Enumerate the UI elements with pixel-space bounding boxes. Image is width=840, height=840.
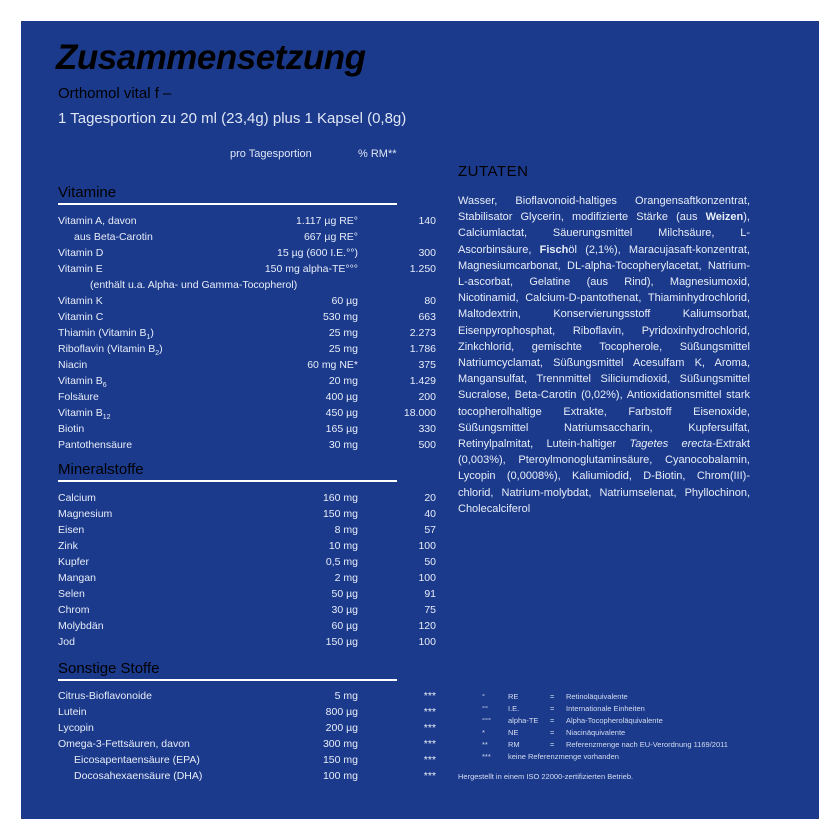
table-row: Niacin 60 mg NE* 375 [58,359,436,371]
table-row: Eicosapentaensäure (EPA) 150 mg *** [74,754,436,766]
table-row: Calcium 160 mg 20 [58,492,436,504]
footer-note: Hergestellt in einem ISO 22000-zertifizierten Betrieb. [458,772,634,781]
legend-row: °°° alpha-TE = Alpha-Tocopheroläquivalente [482,716,663,725]
table-row: Kupfer 0,5 mg 50 [58,556,436,568]
section-divider [58,203,397,205]
table-row: Lutein 800 µg *** [58,706,436,718]
table-row: Zink 10 mg 100 [58,540,436,552]
section-sonstige-stoffe [58,660,397,677]
table-row: Biotin 165 µg 330 [58,423,436,435]
column-header-rm: % RM** [358,148,397,160]
section-heading: Sonstige Stoffe [58,660,160,677]
section-mineralstoffe [58,461,397,478]
table-row: Lycopin 200 µg *** [58,722,436,734]
section-heading: Vitamine [58,184,117,201]
legend-row: ° RE = Retinoläquivalente [482,692,628,701]
legend-row: * NE = Niacinäquivalente [482,728,626,737]
page-title: Zusammensetzung [56,38,366,77]
table-row: Citrus-Bioflavonoide 5 mg *** [58,690,436,702]
table-row: Vitamin A, davon 1.117 µg RE° 140 [58,215,436,227]
section-divider [58,679,397,681]
vitamin-e-note: (enthält u.a. Alpha- und Gamma-Tocopherol) [90,279,298,291]
table-row: Vitamin $B_{12}$ 450 µg 18.000 [58,407,436,422]
table-row: Thiamin (Vitamin $B_1$) 25 mg 2.273 [58,327,436,342]
table-row: Folsäure 400 µg 200 [58,391,436,403]
legend-row: ** RM = Referenzmenge nach EU-Verordnung 1169/2011 [482,740,728,749]
section-divider [58,480,397,482]
legend-row: °° I.E. = Internationale Einheiten [482,704,645,713]
table-row: Mangan 2 mg 100 [58,572,436,584]
table-row: Chrom 30 µg 75 [58,604,436,616]
legend-row: *** keine Referenzmenge vorhanden [482,752,619,761]
table-row: Vitamin D 15 µg (600 I.E.°°) 300 [58,247,436,259]
table-row: Molybdän 60 µg 120 [58,620,436,632]
table-row: Pantothensäure 30 mg 500 [58,439,436,451]
table-row: Vitamin C 530 mg 663 [58,311,436,323]
section-heading: Mineralstoffe [58,461,144,478]
serving-info: 1 Tagesportion zu 20 ml (23,4g) plus 1 Kapsel (0,8g) [58,110,407,127]
ingredients-text: Wasser, Bioflavonoid-haltiges Orangensaftkonzentrat, Stabilisator Glycerin, modifizierte Stärke (aus Weizen), Calciumlactat, Säuerungsmittel Milchsäure, L-Ascorbinsäure, Fischöl (2,1%), Maracujasaft-konzentrat, Magnesiumcarbonat, DL-alpha-Tocopherylacetat, Natrium-L-ascorbat, Gelatine (aus Rind), Magnesiumoxid, Nicotinamid, Calcium-D-pantothenat, Thiaminhydrochlorid, Maltodextrin, Konservierungsstoff Kaliumsorbat, Eisenpyrophosphat, Riboflavin, Pyridoxinhydrochlorid, Zinkchlorid, gemischte Tocopherole, Süßungsmittel Natriumcyclamat, Süßungsmittel Acesulfam K, Aroma, Mangansulfat, Trennmittel Siliciumdioxid, Süßungsmittel Sucralose, Beta-Carotin (0,02%), Antioxidationsmittel stark tocopherolhaltige Extrakte, Farbstoff Eisenoxide, Süßungsmittel Natriumsaccharin, Kupfersulfat, Retinylpalmitat, Lutein-haltiger Tagetes erecta-Extrakt (0,003%), Pteroylmonoglutaminsäure, Cyanocobalamin, Lycopin (0,0008%), Kaliumiodid, D-Biotin, Chrom(III)-chlorid, Natrium-molybdat, Natriumselenat, Phyllochinon, Cholecalciferol [458,195,750,515]
table-row: Eisen 8 mg 57 [58,524,436,536]
table-row: Omega-3-Fettsäuren, davon 300 mg *** [58,738,436,750]
section-vitamine [58,184,397,201]
table-row: Riboflavin (Vitamin $B_2$) 25 mg 1.786 [58,343,436,358]
table-row: Jod 150 µg 100 [58,636,436,648]
column-header-amount: pro Tagesportion [230,148,312,160]
table-row: Vitamin $B_6$ 20 mg 1.429 [58,375,436,390]
table-row: Selen 50 µg 91 [58,588,436,600]
table-row: aus Beta-Carotin 667 µg RE° [74,231,358,243]
ingredients-heading: ZUTATEN [458,163,529,180]
table-row: Magnesium 150 mg 40 [58,508,436,520]
table-row: Vitamin K 60 µg 80 [58,295,436,307]
product-name: Orthomol vital f – [58,85,172,102]
table-row: Vitamin E 150 mg alpha-TE°°° 1.250 [58,263,436,275]
table-row: Docosahexaensäure (DHA) 100 mg *** [74,770,436,782]
